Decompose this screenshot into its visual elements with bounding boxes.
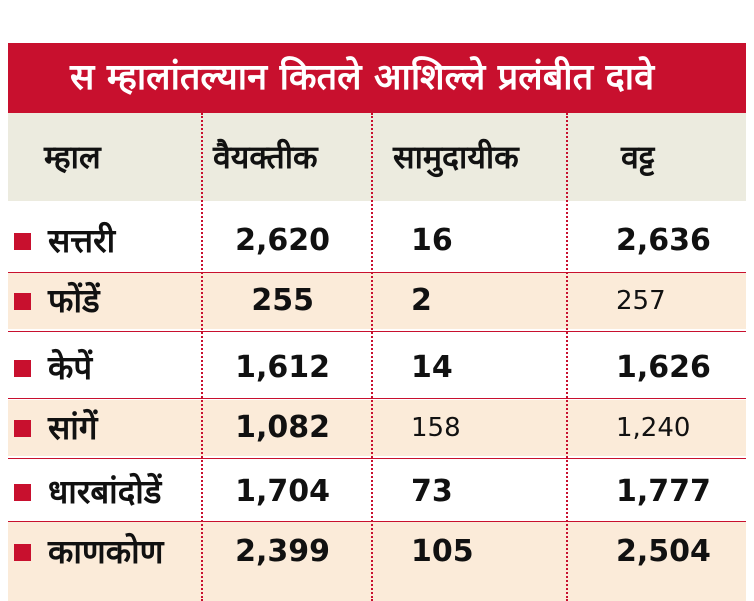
community-value: 16 [411, 223, 453, 258]
table-row [8, 340, 746, 396]
bullet-square-icon [14, 233, 31, 250]
community-value: 105 [411, 534, 474, 569]
total-value: 2,504 [616, 534, 711, 569]
community-value: 14 [411, 350, 453, 385]
table-title: स म्हालांतल्यान कितले आशिल्ले प्रलंबीत दावे [70, 57, 655, 98]
bullet-square-icon [14, 420, 31, 437]
total-value: 1,777 [616, 474, 711, 509]
table-row [8, 522, 746, 601]
row-divider [8, 331, 746, 332]
row-divider [8, 458, 746, 459]
column-divider [566, 113, 568, 601]
community-value: 158 [411, 413, 461, 443]
taluka-name: काणकोण [48, 532, 164, 571]
column-divider [201, 113, 203, 601]
total-value: 1,626 [616, 350, 711, 385]
taluka-name: धारबांदोडें [48, 472, 162, 511]
taluka-name: सत्तरी [48, 221, 116, 260]
individual-value: 1,082 [235, 410, 330, 445]
individual-value: 255 [251, 283, 314, 318]
table-row [8, 464, 746, 520]
header-row [8, 113, 746, 201]
table-row [8, 273, 746, 329]
column-divider [371, 113, 373, 601]
community-value: 73 [411, 474, 453, 509]
bullet-square-icon [14, 484, 31, 501]
individual-value: 1,612 [235, 350, 330, 385]
title-bar [8, 43, 746, 113]
header-community: सामुदायीक [393, 138, 519, 176]
total-value: 257 [616, 286, 666, 316]
total-value: 1,240 [616, 413, 691, 443]
taluka-name: फोंडें [48, 281, 100, 320]
individual-value: 2,399 [235, 534, 330, 569]
bullet-square-icon [14, 293, 31, 310]
individual-value: 2,620 [235, 223, 330, 258]
header-individual: वैयक्तीक [213, 138, 318, 176]
taluka-name: सांगें [48, 408, 98, 447]
row-divider [8, 398, 746, 399]
total-value: 2,636 [616, 223, 711, 258]
bullet-square-icon [14, 360, 31, 377]
bullet-square-icon [14, 544, 31, 561]
individual-value: 1,704 [235, 474, 330, 509]
community-value: 2 [411, 283, 432, 318]
header-total: वट्ट [621, 138, 655, 176]
table-row [8, 213, 746, 269]
table-row [8, 400, 746, 456]
header-taluka: म्हाल [44, 138, 101, 176]
taluka-name: केपें [48, 348, 93, 387]
